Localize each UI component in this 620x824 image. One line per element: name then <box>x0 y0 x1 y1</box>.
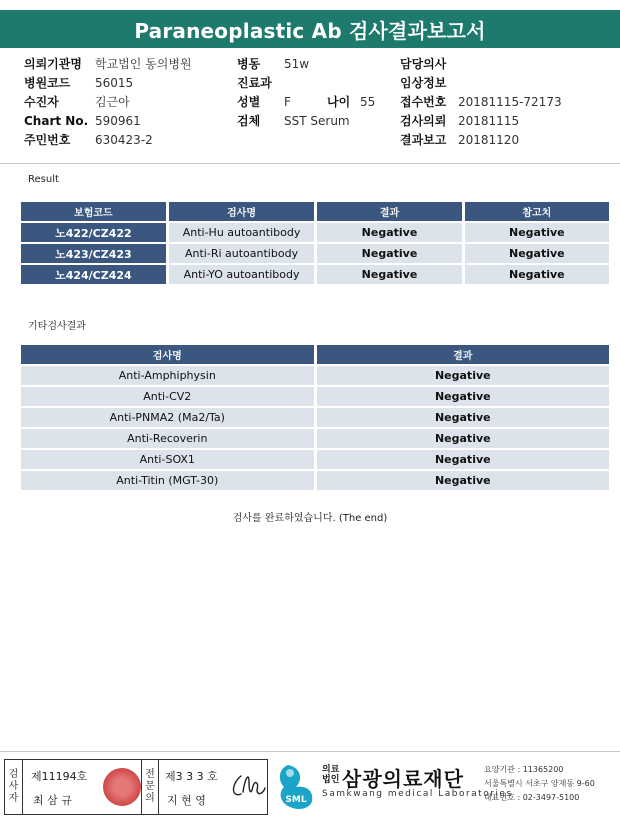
result-cell: Negative <box>317 387 609 406</box>
corp-info <box>484 763 595 805</box>
test-name-cell: Anti-PNMA2 (Ma2/Ta) <box>21 408 314 427</box>
report-label: 결과보고 <box>400 133 447 147</box>
header-result: 결과 <box>317 202 461 221</box>
insurance-code-cell: 노424/CZ424 <box>21 265 166 284</box>
test-name-cell: Anti-Recoverin <box>21 429 314 448</box>
hospital-code-value: 56015 <box>95 76 134 90</box>
reference-cell: Negative <box>465 265 609 284</box>
corp-type: 의료 법인 <box>322 765 340 785</box>
divider-bottom <box>0 751 620 752</box>
patient-info <box>0 55 620 155</box>
result-header-row <box>21 202 609 221</box>
examiner-license-no: 제11194호 <box>31 770 88 783</box>
table-row <box>21 387 609 406</box>
specialist-license-no: 제3 3 3 호 <box>165 770 218 783</box>
receipt-label: 접수번호 <box>400 95 447 109</box>
table-row <box>21 265 609 284</box>
other-section-title: 기타검사결과 <box>28 321 86 332</box>
report-value: 20181120 <box>458 133 520 147</box>
request-label: 검사의뢰 <box>400 114 447 128</box>
clinical-label: 임상정보 <box>400 76 447 90</box>
corp-english-name: Samkwang medical Laboratories <box>322 789 513 799</box>
corp-phone: 대표번호 : 02-3497-5100 <box>484 793 580 802</box>
receipt-value: 20181115-72173 <box>458 95 562 109</box>
table-row <box>21 450 609 469</box>
test-name-cell: Anti-CV2 <box>21 387 314 406</box>
corp-address: 서울특별시 서초구 양재동 9-60 <box>484 779 595 788</box>
corp-name: 삼광의료재단 <box>342 767 464 791</box>
result-cell: Negative <box>317 265 461 284</box>
result-cell: Negative <box>317 244 461 263</box>
report-footer <box>0 757 620 817</box>
header-test-name: 검사명 <box>169 202 315 221</box>
institution-value: 학교법인 동의병원 <box>95 57 192 71</box>
signature-mark <box>227 768 267 804</box>
examiner-seal <box>103 768 141 806</box>
age-value: 55 <box>360 95 376 109</box>
table-row <box>21 429 609 448</box>
table-row <box>21 244 609 263</box>
result-cell: Negative <box>317 408 609 427</box>
agency-code: 요양기관 : 11365200 <box>484 765 564 774</box>
result-cell: Negative <box>317 366 609 385</box>
examiner-label: 검 사 자 <box>5 760 23 814</box>
divider-top <box>0 163 620 164</box>
specimen-value: SST Serum <box>284 114 350 128</box>
ward-label: 병동 <box>237 57 261 71</box>
dept-label: 진료과 <box>237 76 272 90</box>
patient-label: 수진자 <box>24 95 59 109</box>
header-reference: 참고치 <box>465 202 609 221</box>
examiner-name: 최 삼 규 <box>33 794 72 807</box>
signature-box <box>4 759 268 815</box>
age-label: 나이 <box>327 95 351 109</box>
specimen-label: 검체 <box>237 114 261 128</box>
id-value: 630423-2 <box>95 133 153 147</box>
patient-value: 김근아 <box>95 95 130 109</box>
result-cell: Negative <box>317 429 609 448</box>
result-cell: Negative <box>317 450 609 469</box>
table-row <box>21 366 609 385</box>
result-cell: Negative <box>317 471 609 490</box>
test-name-cell: Anti-Amphiphysin <box>21 366 314 385</box>
sex-label: 성별 <box>237 95 261 109</box>
test-name-cell: Anti-Titin (MGT-30) <box>21 471 314 490</box>
specialist-name: 지 현 영 <box>167 794 206 807</box>
logo-text: SML <box>285 795 307 805</box>
request-value: 20181115 <box>458 114 520 128</box>
specialist-label: 전 문 의 <box>141 760 159 814</box>
institution-label: 의뢰기관명 <box>24 57 82 71</box>
id-label: 주민번호 <box>24 133 71 147</box>
result-section-title: Result <box>28 174 59 185</box>
header-result: 결과 <box>317 345 609 364</box>
chart-value: 590961 <box>95 114 141 128</box>
result-cell: Negative <box>317 223 461 242</box>
test-name-cell: Anti-SOX1 <box>21 450 314 469</box>
table-row <box>21 471 609 490</box>
test-name-cell: Anti-YO autoantibody <box>169 265 315 284</box>
test-name-cell: Anti-Hu autoantibody <box>169 223 315 242</box>
ward-value: 51w <box>284 57 310 71</box>
header-test-name: 검사명 <box>21 345 314 364</box>
hospital-code-label: 병원코드 <box>24 76 71 90</box>
table-row <box>21 408 609 427</box>
chart-label: Chart No. <box>24 114 89 128</box>
sml-logo-icon <box>276 761 318 813</box>
other-tests-table <box>18 343 612 492</box>
reference-cell: Negative <box>465 223 609 242</box>
insurance-code-cell: 노423/CZ423 <box>21 244 166 263</box>
other-header-row <box>21 345 609 364</box>
reference-cell: Negative <box>465 244 609 263</box>
sex-value: F <box>284 95 291 109</box>
test-name-cell: Anti-Ri autoantibody <box>169 244 315 263</box>
end-note: 검사를 완료하였습니다. (The end) <box>232 513 388 524</box>
report-title: Paraneoplastic Ab 검사결과보고서 <box>0 10 620 48</box>
doctor-label: 담당의사 <box>400 57 447 71</box>
table-row <box>21 223 609 242</box>
header-insurance-code: 보험코드 <box>21 202 166 221</box>
insurance-code-cell: 노422/CZ422 <box>21 223 166 242</box>
result-table <box>18 200 612 286</box>
